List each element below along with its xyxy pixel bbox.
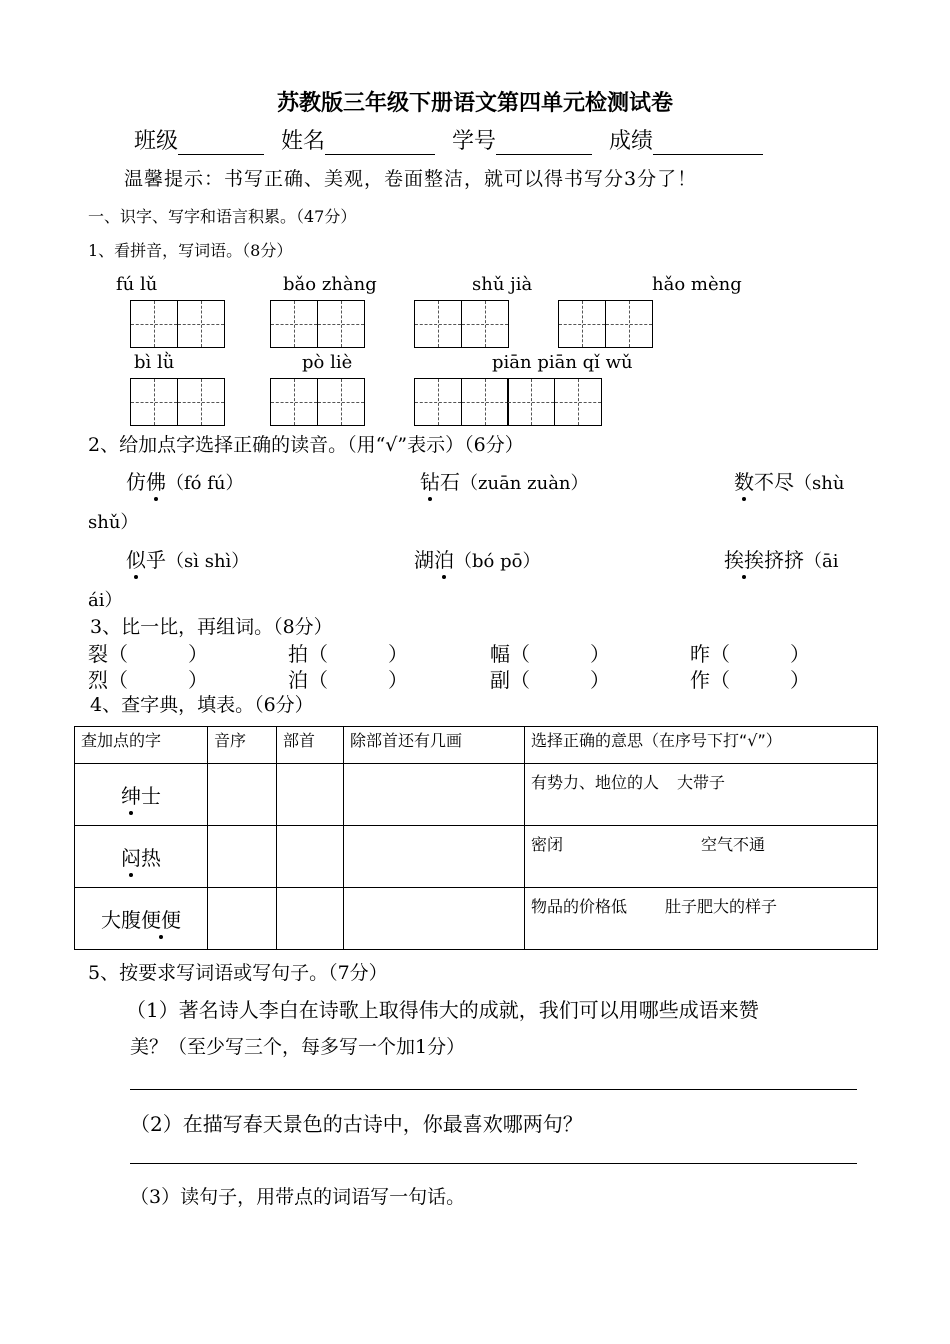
compare-3: 幅（ ）: [490, 642, 610, 666]
reading-item-1: 仿佛（fó fú）: [126, 470, 244, 494]
strokes-input[interactable]: [344, 826, 525, 888]
reading-wrap-1: shǔ）: [88, 512, 139, 533]
write-grid-7[interactable]: [414, 378, 600, 426]
order-input[interactable]: [208, 764, 277, 826]
reading-item-2: 钻石（zuān zuàn）: [420, 470, 589, 494]
write-grid-1[interactable]: [130, 300, 223, 348]
score-label: 成绩: [609, 129, 654, 154]
compare-5: 烈（ ）: [88, 668, 208, 692]
q5-part3: （3）读句子，用带点的词语写一句话。: [130, 1186, 466, 1208]
table-row: [75, 764, 878, 826]
pinyin-5: bì lǜ: [134, 352, 175, 373]
compare-8: 作（ ）: [690, 668, 810, 692]
write-grid-4[interactable]: [558, 300, 651, 348]
header-word: 查加点的字: [75, 727, 208, 764]
class-label: 班级: [134, 129, 179, 154]
reading-item-5: 湖泊（bó pō）: [414, 548, 541, 572]
radical-input[interactable]: [277, 826, 344, 888]
answer-line-1[interactable]: [130, 1089, 857, 1090]
radical-input[interactable]: [277, 888, 344, 950]
pinyin-2: bǎo zhàng: [283, 274, 377, 295]
table-row: [75, 826, 878, 888]
write-grid-6[interactable]: [270, 378, 363, 426]
radical-input[interactable]: [277, 764, 344, 826]
q1-title: 1、看拼音，写词语。（8分）: [88, 241, 293, 260]
reading-wrap-2: ái）: [88, 590, 123, 611]
class-field[interactable]: [178, 132, 264, 155]
compare-4: 昨（ ）: [690, 642, 810, 666]
word-cell: 大腹便便: [75, 888, 208, 950]
header-meaning: 选择正确的意思（在序号下打“√”）: [525, 727, 878, 764]
name-label: 姓名: [281, 129, 326, 154]
order-input[interactable]: [208, 888, 277, 950]
tip-text: 温馨提示：书写正确、美观，卷面整洁，就可以得书写分3分了！: [124, 168, 698, 190]
compare-6: 泊（ ）: [288, 668, 408, 692]
q4-title: 4、查字典，填表。（6分）: [90, 694, 314, 716]
section-1-heading: 一、识字、写字和语言积累。（47分）: [88, 207, 357, 226]
dictionary-table: [74, 726, 878, 950]
score-field[interactable]: [653, 132, 763, 155]
reading-item-3: 数不尽（shù: [734, 470, 845, 494]
table-header-row: [75, 727, 878, 764]
q2-title: 2、给加点字选择正确的读音。（用“√”表示）（6分）: [88, 434, 524, 456]
write-grid-2[interactable]: [270, 300, 363, 348]
compare-1: 裂（ ）: [88, 642, 208, 666]
q5-part1-line1: （1）著名诗人李白在诗歌上取得伟大的成就，我们可以用哪些成语来赞: [126, 998, 759, 1022]
header-strokes: 除部首还有几画: [344, 727, 525, 764]
order-input[interactable]: [208, 826, 277, 888]
reading-item-4: 似乎（sì shì）: [126, 548, 250, 572]
id-field[interactable]: [496, 132, 592, 155]
student-info-row: [134, 124, 773, 155]
compare-2: 拍（ ）: [288, 642, 408, 666]
word-cell: 绅士: [75, 764, 208, 826]
pinyin-4: hǎo mèng: [652, 274, 742, 295]
write-grid-5[interactable]: [130, 378, 223, 426]
write-grid-3[interactable]: [414, 300, 507, 348]
pinyin-6: pò liè: [302, 352, 353, 373]
compare-7: 副（ ）: [490, 668, 610, 692]
header-order: 音序: [208, 727, 277, 764]
q5-title: 5、按要求写词语或写句子。（7分）: [88, 962, 388, 984]
meaning-cell: 有势力、地位的人 大带子: [525, 764, 878, 826]
pinyin-7: piān piān qǐ wǔ: [492, 352, 633, 373]
strokes-input[interactable]: [344, 764, 525, 826]
pinyin-1: fú lǔ: [116, 274, 158, 295]
table-row: [75, 888, 878, 950]
q3-title: 3、比一比，再组词。（8分）: [90, 616, 333, 638]
reading-item-6: 挨挨挤挤（āi: [724, 548, 839, 572]
strokes-input[interactable]: [344, 888, 525, 950]
q5-part2: （2）在描写春天景色的古诗中，你最喜欢哪两句？: [130, 1112, 583, 1136]
header-radical: 部首: [277, 727, 344, 764]
meaning-cell: 物品的价格低 肚子肥大的样子: [525, 888, 878, 950]
answer-line-2[interactable]: [130, 1163, 857, 1164]
meaning-cell: 密闭 空气不通: [525, 826, 878, 888]
q5-part1-line2: 美？（至少写三个，每多写一个加1分）: [130, 1036, 466, 1058]
name-field[interactable]: [325, 132, 435, 155]
page-title: 苏教版三年级下册语文第四单元检测试卷: [276, 91, 673, 116]
pinyin-3: shǔ jià: [472, 274, 533, 295]
id-label: 学号: [452, 129, 497, 154]
word-cell: 闷热: [75, 826, 208, 888]
